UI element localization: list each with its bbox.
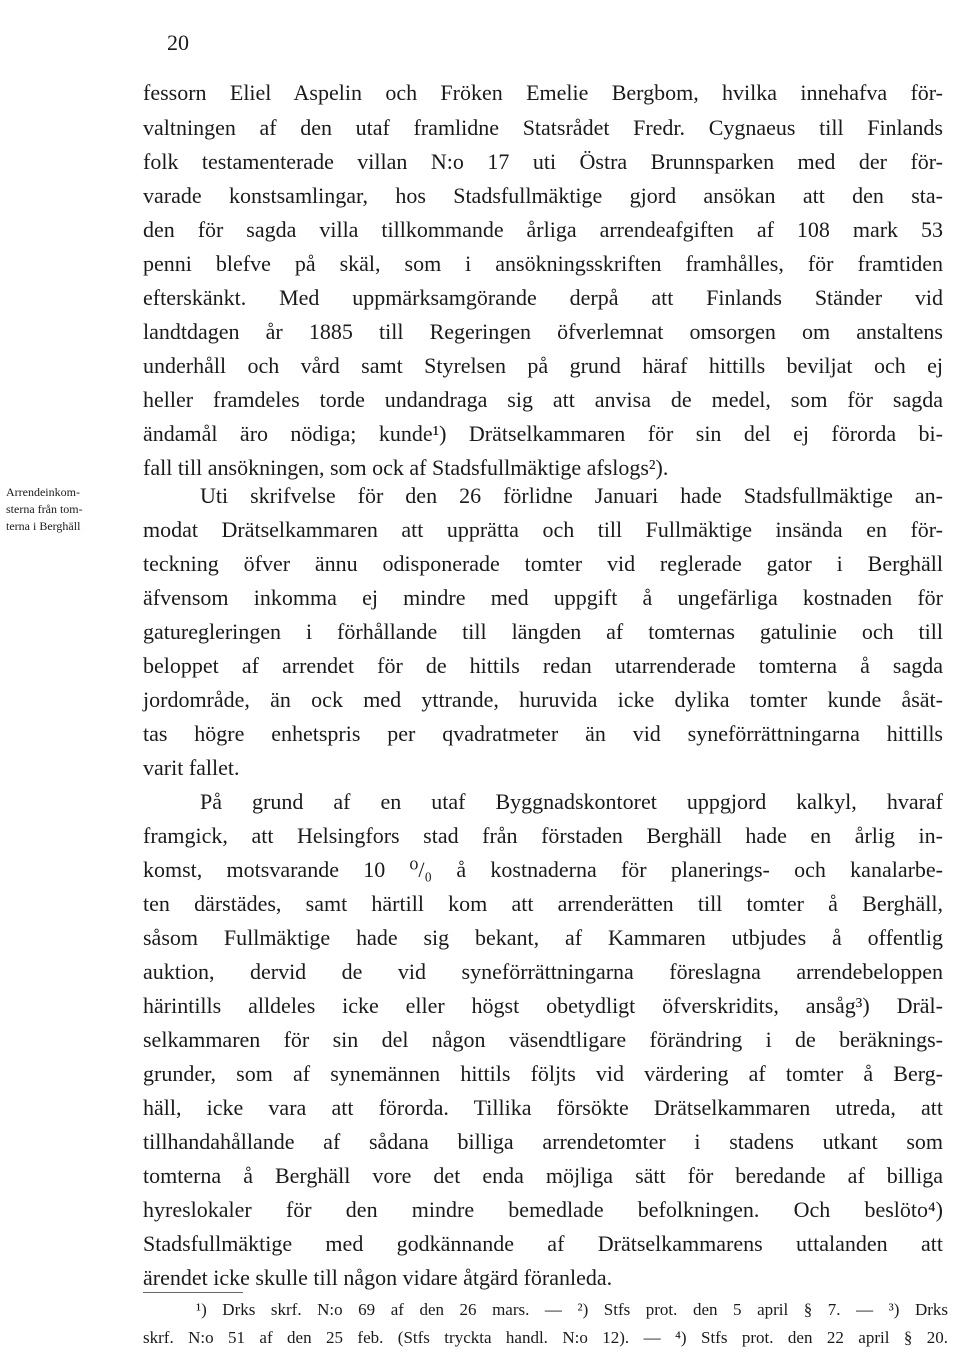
text-line: komst, motsvarande 10 ⁰/₀ å kostnaderna för planerings- och kanalarbe- (143, 857, 943, 882)
margin-note-line: sterna från tom- (6, 502, 83, 516)
text-line: modat Drätselkammaren att upprätta och till Fullmäktige insända en för- (143, 517, 943, 542)
text-line: tillhandahållande af sådana billiga arrendetomter i stadens utkant som (143, 1129, 943, 1154)
text-line: auktion, dervid de vid syneförrättningarna föreslagna arrendebeloppen (143, 959, 943, 984)
text-line: På grund af en utaf Byggnadskontoret uppgjord kalkyl, hvaraf (200, 789, 943, 814)
text-line: varit fallet. (143, 755, 240, 780)
text-line: folk testamenterade villan N:o 17 uti Östra Brunnsparken med der för- (143, 149, 943, 174)
text-line: den för sagda villa tillkommande årliga arrendeafgiften af 108 mark 53 (143, 217, 943, 242)
text-line: efterskänkt. Med uppmärksamgörande derpå att Finlands Ständer vid (143, 285, 943, 310)
footnote-line: ¹) Drks skrf. N:o 69 af den 26 mars. — ²) Stfs prot. den 5 april § 7. — ³) Drks (196, 1300, 948, 1319)
text-line: underhåll och vård samt Styrelsen på grund häraf hittills beviljat och ej (143, 353, 943, 378)
text-line: teckning öfver ännu odisponerade tomter vid reglerade gator i Berghäll (143, 551, 943, 576)
text-line: Uti skrifvelse för den 26 förlidne Januari hade Stadsfullmäktige an- (200, 483, 943, 508)
footnote-separator (143, 1292, 243, 1293)
text-line: grunder, som af synemännen hittils följts vid värdering af tomter å Berg- (143, 1061, 943, 1086)
text-line: fessorn Eliel Aspelin och Fröken Emelie Bergbom, hvilka innehafva för- (143, 80, 943, 105)
text-line: penni blefve på skäl, som i ansökningsskriften framhålles, för framtiden (143, 251, 943, 276)
page-number: 20 (167, 30, 189, 55)
text-line: härintills alldeles icke eller högst obetydligt öfverskridits, ansåg³) Dräl- (143, 993, 943, 1018)
margin-note-line: terna i Berghäll (6, 519, 81, 533)
text-line: varade konstsamlingar, hos Stadsfullmäktige gjord ansökan att den sta- (143, 183, 943, 208)
text-line: beloppet af arrendet för de hittils redan utarrenderade tomterna å sagda (143, 653, 943, 678)
margin-note-line: Arrendeinkom- (6, 485, 80, 499)
text-line: selkammaren för sin del någon väsendtligare förändring i de beräknings- (143, 1027, 943, 1052)
text-line: ärendet icke skulle till någon vidare åtgärd föranleda. (143, 1265, 613, 1290)
text-line: tas högre enhetspris per qvadratmeter än vid syneförrättningarna hittills (143, 721, 943, 746)
text-line: landtdagen år 1885 till Regeringen öfverlemnat omsorgen om anstaltens (143, 319, 943, 344)
text-line: heller framdeles torde undandraga sig att anvisa de medel, som för sagda (143, 387, 943, 412)
text-line: ändamål äro nödiga; kunde¹) Drätselkammaren för sin del ej förorda bi- (143, 421, 943, 446)
text-line: häll, icke vara att förorda. Tillika försökte Drätselkammaren utreda, att (143, 1095, 943, 1120)
text-line: valtningen af den utaf framlidne Statsrådet Fredr. Cygnaeus till Finlands (143, 115, 943, 140)
text-line: tomterna å Berghäll vore det enda möjliga sätt för beredande af billiga (143, 1163, 943, 1188)
text-line: gaturegleringen i förhållande till längden af tomternas gatulinie och till (143, 619, 943, 644)
text-line: jordområde, än ock med yttrande, huruvida icke dylika tomter kunde åsät- (143, 687, 943, 712)
text-line: äfvensom inkomma ej mindre med uppgift å ungefärliga kostnaden för (143, 585, 943, 610)
text-line: ten därstädes, samt härtill kom att arrenderätten till tomter å Berghäll, (143, 891, 943, 916)
footnote-line: skrf. N:o 51 af den 25 feb. (Stfs tryckta handl. N:o 12). — ⁴) Stfs prot. den 22 april § 20. (143, 1328, 948, 1347)
text-line: framgick, att Helsingfors stad från förstaden Berghäll hade en årlig in- (143, 823, 943, 848)
text-line: Stadsfullmäktige med godkännande af Drätselkammarens uttalanden att (143, 1231, 943, 1256)
text-line: fall till ansökningen, som ock af Stadsfullmäktige afslogs²). (143, 455, 669, 480)
text-line: hyreslokaler för den mindre bemedlade befolkningen. Och beslöto⁴) (143, 1197, 943, 1222)
text-line: såsom Fullmäktige hade sig bekant, af Kammaren utbjudes å offentlig (143, 925, 943, 950)
